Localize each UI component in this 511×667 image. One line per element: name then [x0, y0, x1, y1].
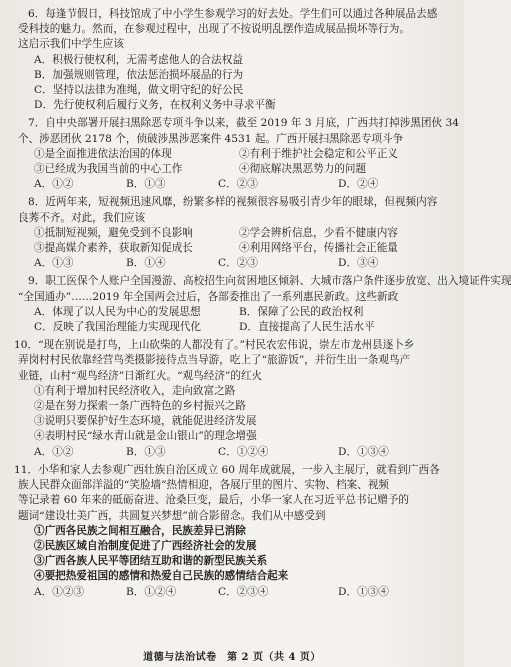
- q8-answer-c: C．②③: [218, 257, 258, 270]
- q8-items-row: [14, 226, 454, 241]
- q11-item-1: ①广西各民族之间相互融合，民族差异已消除: [34, 524, 246, 537]
- q7-items-row: [14, 147, 454, 162]
- q8-item-4: ④利用网络平台，传播社会正能量: [239, 242, 398, 255]
- q8-item-2: ②学会辨析信息，少看不健康内容: [239, 226, 398, 239]
- q7-item-1: ①是全面推进依法治国的体现: [34, 147, 172, 160]
- q11-stem-line: 题词“建设壮美广西，共圆复兴梦想”前合影留念。我们从中感受到: [18, 509, 326, 522]
- q7-answers-row: [14, 177, 454, 192]
- q8-answers-row: [14, 256, 454, 271]
- q11-stem-line: 族人民群众面部洋溢的“笑脸墙”热情相迎，各展厅里的图片、实物、档案、视频: [18, 479, 390, 492]
- q9-stem-line: 9．职工医保个人账户全国漫游、高校招生向贫困地区倾斜、大城市落户条件逐步放宽、出入境证件实现: [28, 275, 511, 288]
- q9-options-row: [14, 305, 454, 320]
- q8-item-3: ③提高媒介素养，获取新知促成长: [34, 242, 193, 255]
- q10-stem-line: 业链，山村“观鸟经济”日渐红火。“观鸟经济”的红火: [18, 369, 263, 382]
- page-footer: 道德与法治试卷 第 2 页（共 4 页）: [143, 652, 321, 663]
- question-6: [14, 7, 454, 113]
- q6-option-b: B．加强规则管理，依法惩治损坏展品的行为: [34, 68, 244, 81]
- q7-answer-a: A．①②: [34, 178, 74, 191]
- q8-stem-line: 8．近两年来，短视频迅速风靡，纷繁多样的视频很容易吸引青少年的眼球，但视频内容: [28, 196, 438, 209]
- q10-answers-row: [14, 445, 454, 460]
- q6-option-c: C．坚持以法律为准绳，做文明守纪的好公民: [34, 84, 244, 97]
- q7-item-2: ②有利于维护社会稳定和公平正义: [239, 147, 398, 160]
- q11-answer-c: C．②③④: [218, 585, 269, 598]
- q7-answer-b: B．①③: [126, 178, 166, 191]
- q8-answer-d: D．③④: [338, 257, 379, 270]
- q7-answer-c: C．②③: [218, 178, 258, 191]
- question-10: [14, 338, 454, 460]
- question-7: [14, 116, 459, 192]
- q11-item-3: ③广西各族人民平等团结互助和谐的新型民族关系: [34, 555, 268, 568]
- q7-items-row: [14, 162, 454, 177]
- q7-stem-line: 个、涉恶团伙 2178 个，侦破涉黑涉恶案件 4531 起。广西开展扫黑除恶专项斗争: [18, 132, 404, 145]
- question-9: [14, 274, 511, 335]
- q10-answer-c: C．①②④: [218, 445, 269, 458]
- q9-options-row: [14, 320, 454, 335]
- q8-items-row: [14, 241, 454, 256]
- q10-answer-d: D．①③④: [338, 445, 389, 458]
- q10-stem-line: 10．“现在别说是打鸟，上山砍柴的人都没有了。”村民农宏伟说，崇左市龙州县逐卜乡: [14, 339, 415, 352]
- q9-option-d: D．直接提高了人民生活水平: [239, 321, 375, 334]
- q10-answer-a: A．①②: [34, 445, 74, 458]
- exam-content: [14, 7, 511, 600]
- q11-stem-line: 11．小华和家人去参观广西壮族自治区成立 60 周年成就展，一步入主展厅，就看到广西各: [14, 463, 440, 476]
- q11-item-4: ④要把热爱祖国的感情和热爱自己民族的感情结合起来: [34, 570, 289, 583]
- q10-answer-b: B．①③: [126, 445, 166, 458]
- q7-item-3: ③已经成为我国当前的中心工作: [34, 163, 183, 176]
- q11-answer-a: A．①②③: [34, 585, 85, 598]
- q7-stem-line: 7．自中央部署开展扫黑除恶专项斗争以来，截至 2019 年 3 月底，广西共打掉涉黑团伙 34: [28, 117, 459, 130]
- q7-item-4: ④彻底解决黑恶势力的问题: [239, 163, 367, 176]
- q7-answer-d: D．②④: [338, 178, 379, 191]
- q10-stem-line: 弄岗村村民依靠经营鸟类摄影接待点当导游，吃上了“旅游饭”，并衍生出一条观鸟产: [18, 354, 411, 367]
- q8-stem-line: 良莠不齐。对此，我们应该: [18, 211, 146, 224]
- q10-item-4: ④表明村民“绿水青山就是金山银山”的理念增强: [34, 430, 257, 443]
- q10-item-3: ③说明只要保护好生态环境，就能促进经济发展: [34, 415, 257, 428]
- q9-option-a: A．体现了以人民为中心的发展思想: [34, 305, 201, 318]
- question-11: [14, 463, 454, 600]
- q6-option-d: D．先行使权利后履行义务，在权利义务中寻求平衡: [34, 99, 276, 112]
- question-8: [14, 195, 454, 271]
- q6-stem-line: 受科技的魅力。然而，在参观过程中，出现了不按说明乱摆作造成展品损坏等行为。: [18, 23, 410, 36]
- q11-stem-line: 等记录着 60 年来的砥砺奋进、沧桑巨变，最后，小华一家人在习近平总书记赠予的: [18, 494, 409, 507]
- q10-item-2: ②是在努力探索一条广西特色的乡村振兴之路: [34, 400, 246, 413]
- q8-answer-b: B．①④: [126, 257, 166, 270]
- q11-item-2: ②民族区域自治制度促进了广西经济社会的发展: [34, 539, 257, 552]
- q11-answers-row: [14, 585, 454, 600]
- q11-answer-d: D．①③④: [338, 585, 389, 598]
- q6-stem-line: 这启示我们中学生应该: [18, 38, 124, 51]
- q8-item-1: ①抵制短视频，避免受到不良影响: [34, 226, 193, 239]
- q9-stem-line: “全国通办”……2019 年全国两会过后，各部委推出了一系列惠民新政。这些新政: [18, 290, 399, 303]
- q11-answer-b: B．①②④: [126, 585, 177, 598]
- q6-option-a: A．积极行使权利，无需考虑他人的合法权益: [34, 53, 243, 66]
- q9-option-b: B．保障了公民的政治权利: [239, 305, 364, 318]
- q8-answer-a: A．①③: [34, 257, 74, 270]
- q6-stem-line: 6．每逢节假日，科技馆成了中小学生参观学习的好去处。学生们可以通过各种展品去感: [28, 8, 438, 20]
- q10-item-1: ①有利于增加村民经济收入，走向致富之路: [34, 384, 236, 397]
- q9-option-c: C．反映了我国治理能力实现现代化: [34, 321, 202, 334]
